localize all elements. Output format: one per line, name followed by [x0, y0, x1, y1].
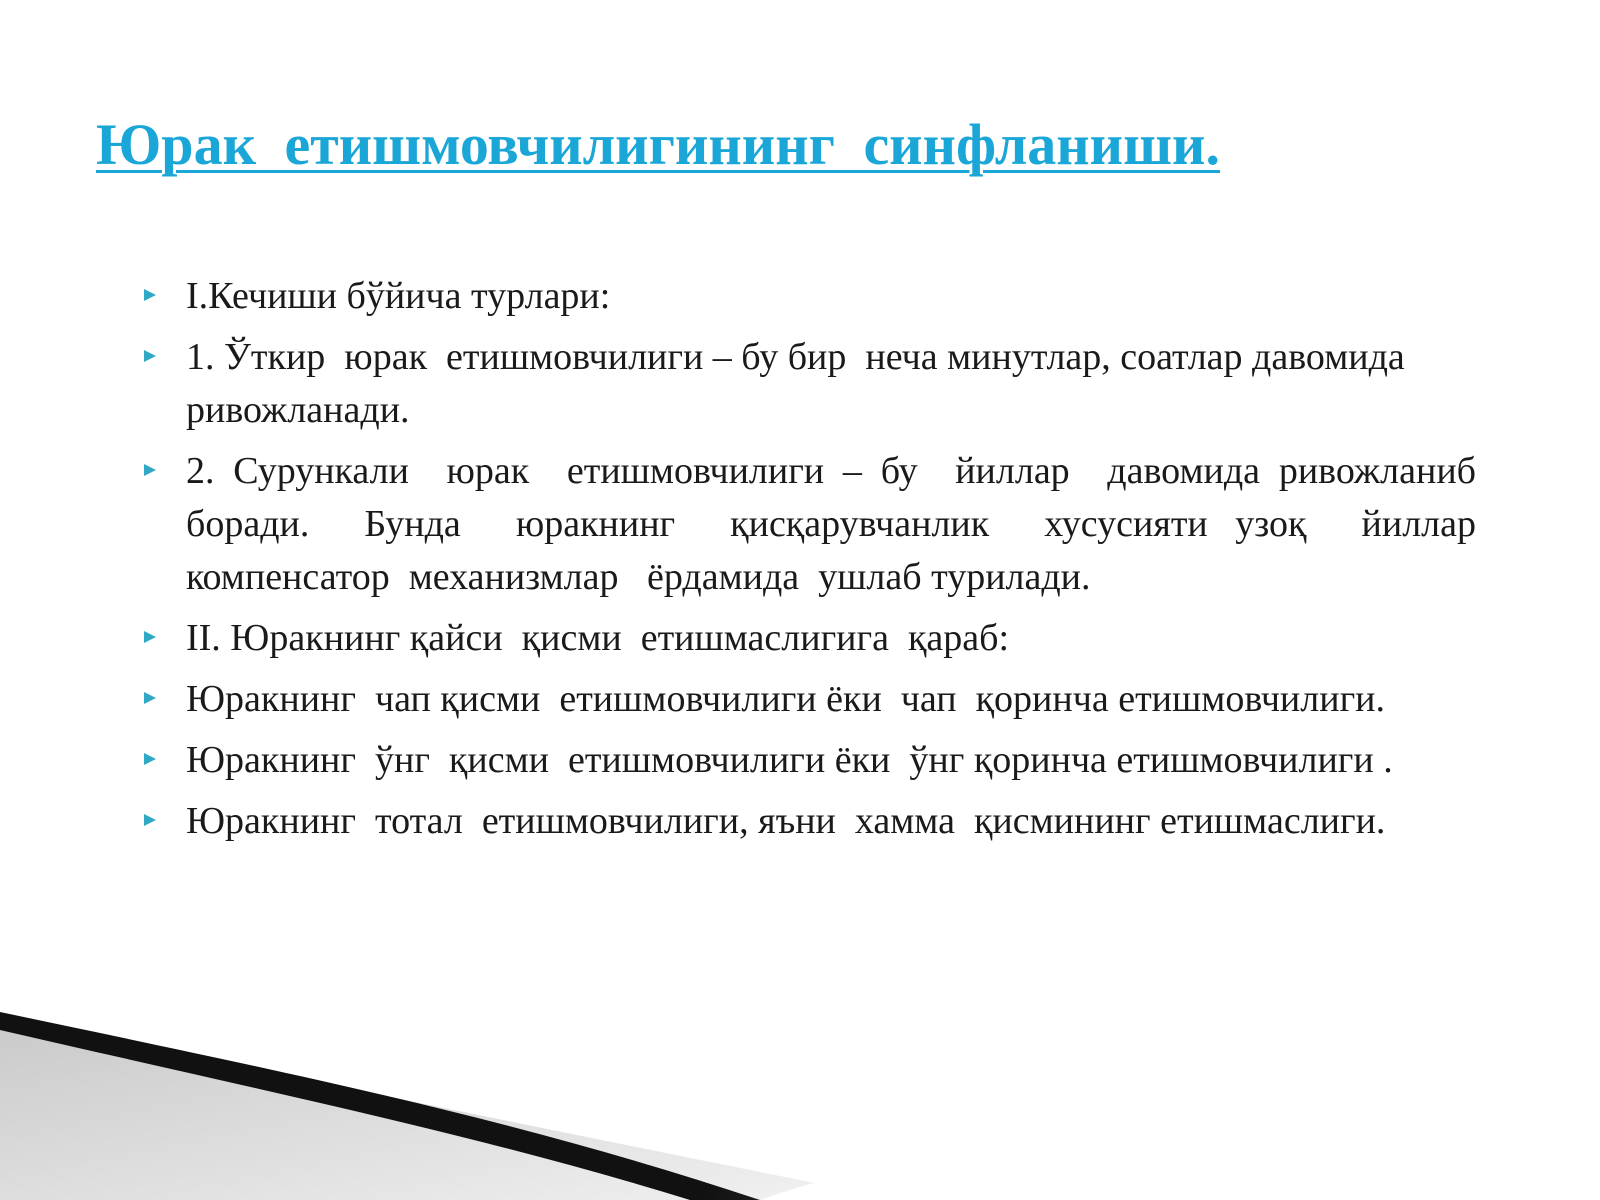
bullet-arrow-icon: [144, 814, 156, 826]
list-item-text: II. Юракнинг қайси қисми етишмаслигига қараб:: [186, 617, 1010, 659]
list-item-text: Юракнинг чап қисми етишмовчилиги ёки чап қоринча етишмовчилиги.: [186, 678, 1385, 720]
bullet-arrow-icon: [144, 350, 156, 362]
bullet-arrow-icon: [144, 289, 156, 301]
bullet-list: [186, 270, 1495, 856]
corner-fade: [700, 1120, 1600, 1200]
list-item: [186, 331, 1476, 437]
list-item: [186, 673, 1476, 726]
list-item-text: I.Кечиши бўйича турлари:: [186, 275, 611, 317]
list-item-text: 1. Ўткир юрак етишмовчилиги – бу бир неча минутлар, соатлар давомида ривожланади.: [186, 336, 1424, 431]
bullet-arrow-icon: [144, 692, 156, 704]
bullet-arrow-icon: [144, 631, 156, 643]
list-item: [186, 270, 1476, 323]
corner-white-sweep: [760, 1080, 1600, 1200]
slide-title: Юрак етишмовчилигининг синфланиши.: [96, 112, 1220, 177]
list-item: [186, 795, 1476, 848]
bullet-arrow-icon: [144, 464, 156, 476]
list-item: [186, 445, 1495, 604]
bullet-arrow-icon: [144, 753, 156, 765]
list-item: [186, 612, 1476, 665]
corner-black-stripe: [0, 1012, 760, 1200]
list-item-text: 2. Сурункали юрак етишмовчилиги – бу йиллар давомида ривожланиб боради. Бунда юракнинг қисқарувчанлик хусусияти узоқ йиллар компенсатор механизмлар ёрдамида ушлаб турилади.: [186, 450, 1495, 598]
list-item: [186, 734, 1476, 787]
list-item-text: Юракнинг ўнг қисми етишмовчилиги ёки ўнг қоринча етишмовчилиги .: [186, 739, 1393, 781]
corner-grey-wedge: [0, 1015, 900, 1200]
list-item-text: Юракнинг тотал етишмовчилиги, яъни хамма қисмининг етишмаслиги.: [186, 800, 1386, 842]
